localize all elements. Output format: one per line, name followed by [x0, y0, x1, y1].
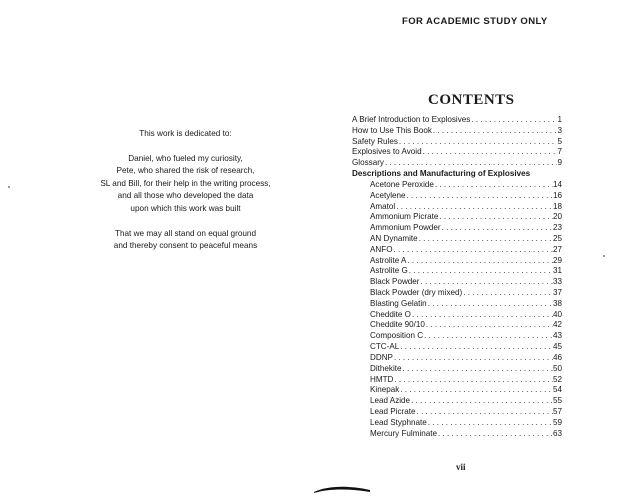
toc-leader-dots	[441, 223, 553, 234]
toc-leader-dots	[392, 245, 553, 256]
toc-leader-dots	[415, 407, 553, 418]
toc-leader-dots	[406, 256, 553, 267]
toc-entry	[352, 407, 562, 418]
toc-entry-label: Blasting Gelatin	[370, 298, 427, 308]
toc-entry	[352, 191, 562, 202]
toc-entry-page: 23	[552, 223, 562, 233]
page-number: vii	[456, 462, 466, 472]
toc-entry	[352, 277, 562, 288]
toc-entry	[352, 353, 562, 364]
toc-entry-label: Ammonium Picrate	[370, 212, 439, 222]
dedication	[78, 128, 293, 253]
toc-entry-label: Dithekite	[370, 363, 402, 373]
toc-entry-page: 59	[552, 417, 562, 427]
toc-leader-dots	[419, 277, 553, 288]
toc-leader-dots	[432, 126, 558, 137]
table-of-contents	[352, 115, 562, 439]
toc-leader-dots	[422, 147, 558, 158]
toc-entry-page: 31	[552, 266, 562, 276]
toc-entry	[352, 223, 562, 234]
toc-leader-dots	[434, 180, 553, 191]
toc-entry-page: 29	[552, 255, 562, 265]
toc-section-heading: Descriptions and Manufacturing of Explosives	[352, 169, 531, 179]
toc-entry-label: HMTD	[370, 374, 394, 384]
dedication-intro: This work is dedicated to:	[139, 129, 232, 138]
toc-entry	[352, 180, 562, 191]
toc-entry-page: 45	[552, 342, 562, 352]
toc-entry-label: Astrolite G	[370, 266, 408, 276]
toc-entry	[352, 385, 562, 396]
toc-entry-page: 55	[552, 396, 562, 406]
toc-leader-dots	[402, 364, 553, 375]
toc-entry-page: 20	[552, 212, 562, 222]
toc-entry	[352, 212, 562, 223]
toc-leader-dots	[399, 385, 553, 396]
dedication-line: and all those who developed the data	[117, 191, 254, 201]
toc-leader-dots	[408, 266, 553, 277]
dedication-line: SL and Bill, for their help in the writing process,	[100, 178, 271, 188]
toc-entry	[352, 234, 562, 245]
toc-entry-label: Acetone Peroxide	[370, 179, 434, 189]
toc-entry	[352, 396, 562, 407]
toc-leader-dots	[427, 418, 553, 429]
toc-entry-label: Kinepak	[370, 385, 400, 395]
toc-leader-dots	[399, 342, 553, 353]
dedication-closing-line: That we may all stand on equal ground	[114, 228, 257, 238]
toc-leader-dots	[384, 158, 558, 169]
toc-entry-label: CTC-AL	[370, 342, 400, 352]
toc-leader-dots	[398, 137, 558, 148]
toc-entry-page: 5	[557, 136, 562, 146]
toc-entry	[352, 158, 562, 169]
spine-shadow-mark	[312, 484, 372, 494]
toc-leader-dots	[411, 310, 553, 321]
toc-entry-label: Amatol	[370, 201, 396, 211]
page-header: FOR ACADEMIC STUDY ONLY	[402, 16, 548, 27]
toc-entry-page: 3	[557, 125, 562, 135]
toc-entry-page: 33	[552, 277, 562, 287]
toc-entry	[352, 245, 562, 256]
toc-entry-page: 43	[552, 331, 562, 341]
toc-entry	[352, 331, 562, 342]
toc-entry	[352, 299, 562, 310]
toc-entry-label: Safety Rules	[352, 136, 398, 146]
toc-entry-page: 37	[552, 288, 562, 297]
toc-leader-dots	[425, 320, 553, 331]
toc-entry-page: 16	[552, 190, 562, 200]
dedication-closing-line: and thereby consent to peaceful means	[113, 241, 258, 251]
toc-leader-dots	[393, 353, 553, 364]
toc-entry-label: ANFO	[370, 244, 393, 254]
toc-entry	[352, 126, 562, 137]
dedication-closing	[78, 228, 293, 253]
toc-entry	[352, 364, 562, 375]
toc-entry-page: 54	[552, 385, 562, 395]
toc-entry-page: 52	[552, 374, 562, 384]
toc-entry-label: How to Use This Book	[352, 125, 432, 135]
toc-entry-page: 38	[552, 298, 562, 308]
toc-entry-page: 46	[552, 352, 562, 362]
toc-entry-page: 40	[552, 309, 562, 319]
scan-speck	[8, 186, 10, 188]
toc-entry-label: Astrolite A	[370, 255, 407, 265]
toc-entry-page: 50	[552, 363, 562, 373]
toc-leader-dots	[462, 288, 553, 299]
toc-entry-label: Explosives to Avoid	[352, 147, 422, 157]
toc-entry	[352, 256, 562, 267]
toc-entry-label: A Brief Introduction to Explosives	[352, 115, 471, 124]
contents-title: CONTENTS	[428, 92, 515, 108]
toc-entry-label: AN Dynamite	[370, 233, 418, 243]
dedication-line: upon which this work was built	[130, 203, 241, 213]
toc-entry-label: Composition C	[370, 331, 424, 341]
toc-leader-dots	[395, 202, 553, 213]
toc-leader-dots	[393, 375, 553, 386]
toc-entry-page: 14	[552, 179, 562, 189]
toc-entry-label: Black Powder (dry mixed)	[370, 288, 463, 297]
toc-entry	[352, 320, 562, 331]
toc-entry-page: 9	[557, 158, 562, 168]
toc-entry-label: Acetylene	[370, 190, 406, 200]
toc-entry	[352, 375, 562, 386]
toc-entry-page: 42	[552, 320, 562, 330]
toc-entry-label: Lead Styphnate	[370, 417, 427, 427]
toc-entry	[352, 429, 562, 440]
toc-entry-label: Lead Picrate	[370, 406, 416, 416]
toc-entry-label: Mercury Fulminate	[370, 428, 438, 438]
toc-leader-dots	[438, 212, 553, 223]
toc-entry-label: DDNP	[370, 352, 393, 362]
toc-leader-dots	[437, 429, 553, 440]
toc-entry	[352, 310, 562, 321]
toc-entry-label: Black Powder	[370, 277, 420, 287]
toc-entry	[352, 288, 562, 299]
toc-entry	[352, 266, 562, 277]
scan-speck	[603, 255, 605, 257]
toc-entry	[352, 342, 562, 353]
toc-entry-page: 63	[552, 428, 562, 438]
toc-entry-page: 57	[552, 406, 562, 416]
toc-entry-label: Glossary	[352, 158, 384, 168]
dedication-lines	[78, 153, 293, 216]
toc-entry	[352, 418, 562, 429]
toc-leader-dots	[406, 191, 553, 202]
toc-entry-label: Ammonium Powder	[370, 223, 441, 233]
toc-leader-dots	[423, 331, 553, 342]
toc-leader-dots	[410, 396, 553, 407]
toc-entry	[352, 202, 562, 213]
toc-entry-page: 1	[557, 115, 562, 124]
dedication-line: Daniel, who fueled my curiosity,	[128, 153, 243, 163]
toc-entry-page: 18	[552, 201, 562, 211]
toc-entry	[352, 137, 562, 148]
toc-leader-dots	[470, 115, 557, 126]
toc-leader-dots	[427, 299, 553, 310]
toc-entry	[352, 147, 562, 158]
toc-entry-label: Lead Azide	[370, 396, 411, 406]
dedication-line: Pete, who shared the risk of research,	[116, 166, 255, 176]
toc-entry	[352, 115, 562, 126]
toc-entry-label: Cheddite O	[370, 309, 411, 319]
toc-leader-dots	[418, 234, 553, 245]
toc-entry-label: Cheddite 90/10	[370, 320, 425, 330]
toc-entry-page: 27	[552, 244, 562, 254]
toc-entry-page: 25	[552, 233, 562, 243]
toc-entry-page: 7	[557, 147, 562, 157]
